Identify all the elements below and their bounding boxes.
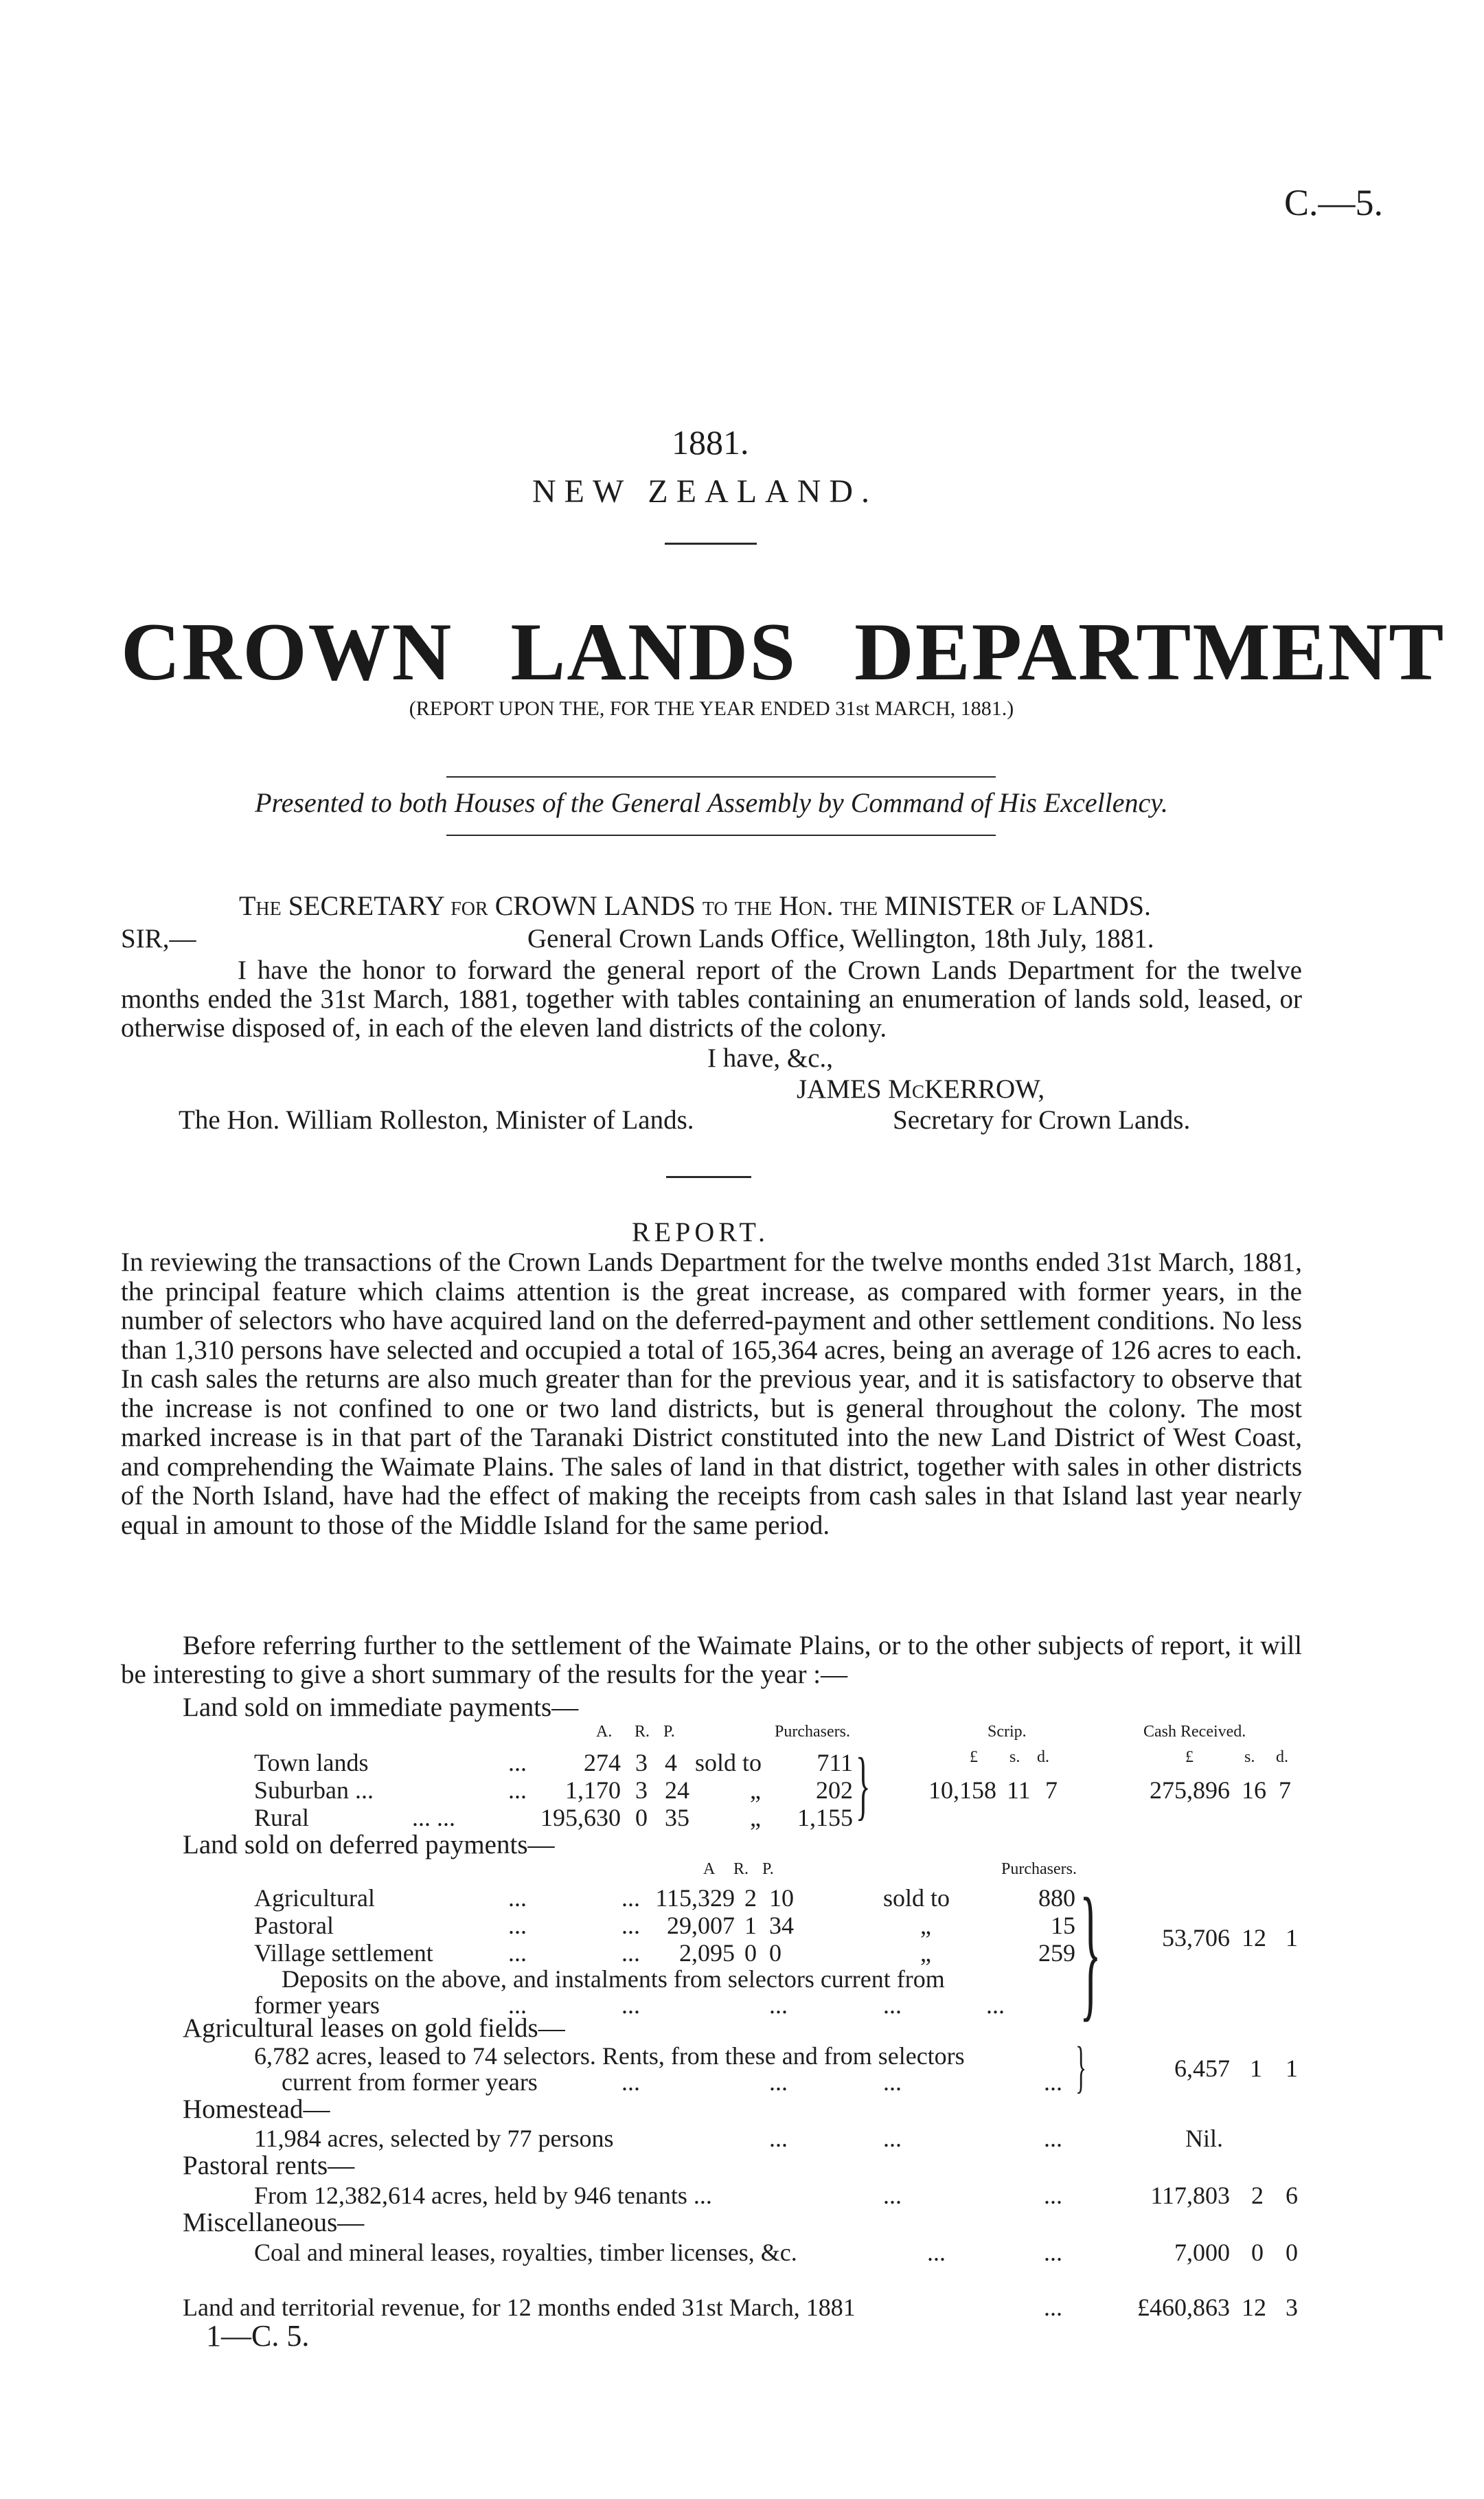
imm-hdr-scrip: Scrip. <box>988 1723 1027 1741</box>
misc-line: Coal and mineral leases, royalties, timber licenses, &c. <box>254 2239 797 2266</box>
leases-line2: current from former years <box>282 2068 538 2096</box>
grand-total-label: Land and territorial revenue, for 12 months ended 31st March, 1881 <box>183 2294 856 2321</box>
imm-scrip-s: 11 <box>1007 1776 1031 1804</box>
imm-scrip-d-hdr: d. <box>1037 1748 1049 1766</box>
imm-scrip-l: 10,158 <box>928 1776 996 1804</box>
imm-scrip-d: 7 <box>1045 1776 1058 1804</box>
year: 1881. <box>672 423 749 462</box>
misc-total-l: 7,000 <box>1174 2239 1230 2266</box>
signature-title: Secretary for Crown Lands. <box>893 1105 1191 1135</box>
imm-hdr-cash: Cash Received. <box>1143 1723 1246 1741</box>
imm-hdr-a: A. <box>596 1723 613 1741</box>
divider-1 <box>665 543 757 545</box>
leases-dots: ... <box>883 2068 902 2096</box>
def-row-a: 115,329 <box>655 1884 735 1912</box>
deferred-heading: Land sold on deferred payments— <box>183 1830 555 1859</box>
leases-heading: Agricultural leases on gold fields— <box>183 2013 565 2043</box>
imm-row-label: Rural <box>254 1804 309 1831</box>
imm-row-label: Town lands <box>254 1749 369 1776</box>
def-total-l: 53,706 <box>1162 1924 1230 1952</box>
misc-dots: ... <box>1044 2239 1062 2266</box>
letter-heading: The SECRETARY for CROWN LANDS to the Hon. the MINISTER of LANDS. <box>239 890 1151 921</box>
imm-cash-l: 275,896 <box>1150 1776 1230 1804</box>
country: NEW ZEALAND. <box>532 473 878 510</box>
report-subtitle: (REPORT UPON THE, FOR THE YEAR ENDED 31st MARCH, 1881.) <box>409 697 1014 720</box>
pastoral-total-d: 6 <box>1286 2182 1298 2209</box>
imm-row-p: 4 <box>665 1749 677 1776</box>
imm-brace: } <box>856 1743 871 1828</box>
misc-dots: ... <box>927 2239 946 2266</box>
misc-total-s: 0 <box>1251 2239 1264 2266</box>
imm-row-dots: ... <box>508 1776 527 1804</box>
imm-row-p: 24 <box>665 1776 689 1804</box>
def-deposits-dots: ... <box>883 1991 902 2019</box>
def-row-label: Agricultural <box>254 1884 375 1912</box>
def-hdr-r: R. <box>733 1860 749 1878</box>
grand-total-s: 12 <box>1242 2294 1266 2321</box>
imm-cash-s-hdr: s. <box>1244 1748 1255 1766</box>
letter-signature: JAMES McKERROW, <box>797 1074 1045 1104</box>
def-deposits-dots: ... <box>769 1991 788 2019</box>
imm-row-p: 35 <box>665 1804 689 1831</box>
report-paragraph-2: Before referring further to the settlement of the Waimate Plains, or to the other subjects of report, it will be interesting to give a short summary of the results for the year :— <box>121 1631 1302 1689</box>
def-row-dots: ... <box>508 1884 527 1912</box>
def-hdr-a: A <box>703 1860 716 1878</box>
leases-dots: ... <box>1044 2068 1062 2096</box>
pastoral-heading: Pastoral rents— <box>183 2151 355 2180</box>
def-deposits-dots: ... <box>621 1991 640 2019</box>
leases-line1: 6,782 acres, leased to 74 selectors. Rents, from these and from selectors <box>254 2042 965 2070</box>
imm-hdr-p: P. <box>663 1723 675 1741</box>
def-row-dots: ... <box>508 1939 527 1967</box>
def-deposits-dots: ... <box>508 1991 527 2019</box>
imm-row-r: 3 <box>635 1776 648 1804</box>
imm-row-label: Suburban ... <box>254 1776 374 1804</box>
salutation: SIR,— <box>121 924 196 953</box>
report-paragraph-1: In reviewing the transactions of the Crown Lands Department for the twelve months ended 31st March, 1881, the principal feature which claims attention is the great increase, as compared with former years, in the number of selectors who have acquired land on the deferred-payment and other settlement conditions. No less than 1,310 persons have selected and occupied a total of 165,364 acres, being an average of 126 acres to each. In cash sales the returns are also much greater than for the previous year, and it is satisfactory to observe that the increase is not confined to one or two land districts, but is general throughout the colony. The most marked increase is in that part of the Taranaki District constituted into the new Land District of West Coast, and comprehending the Waimate Plains. The sales of land in that district, together with sales in other districts of the North Island, have had the effect of making the receipts from cash sales in that Island last year nearly equal in amount to those of the Middle Island for the same period. <box>121 1247 1302 1540</box>
def-row-purchasers: 880 <box>1038 1884 1075 1912</box>
imm-row-a: 274 <box>584 1749 621 1776</box>
report-heading: REPORT. <box>632 1217 769 1247</box>
imm-row-purchasers: 1,155 <box>797 1804 853 1831</box>
pastoral-total-s: 2 <box>1251 2182 1264 2209</box>
imm-hdr-purchasers: Purchasers. <box>775 1723 850 1741</box>
letter-body: I have the honor to forward the general report of the Crown Lands Department for the twelve months ended the 31st March, 1881, together with tables containing an enumeration of lands sold, leased, or otherwise disposed of, in each of the eleven land districts of the colony. <box>121 956 1302 1043</box>
misc-heading: Miscellaneous— <box>183 2208 365 2237</box>
def-hdr-p: P. <box>762 1860 774 1878</box>
signature-mark: 1—C. 5. <box>206 2319 310 2353</box>
def-brace: } <box>1080 1867 1101 2035</box>
def-row-dots: ... <box>621 1939 640 1967</box>
imm-cash-d: 7 <box>1279 1776 1291 1804</box>
leases-total-d: 1 <box>1286 2055 1298 2082</box>
def-row-purchasers: 15 <box>1051 1912 1075 1939</box>
def-row-p: 10 <box>769 1884 794 1912</box>
immediate-heading: Land sold on immediate payments— <box>183 1693 579 1722</box>
def-row-label: Pastoral <box>254 1912 334 1939</box>
imm-cash-d-hdr: d. <box>1276 1748 1288 1766</box>
presented-rule-top <box>446 776 996 778</box>
pastoral-dots: ... <box>883 2182 902 2209</box>
grand-total-dots: ... <box>1044 2294 1062 2321</box>
leases-total-l: 6,457 <box>1174 2055 1230 2082</box>
misc-total-d: 0 <box>1286 2239 1298 2266</box>
def-deposits-line1: Deposits on the above, and instalments from selectors current from <box>282 1965 945 1993</box>
def-sold-to: sold to <box>883 1884 950 1912</box>
imm-hdr-r: R. <box>635 1723 650 1741</box>
def-total-s: 12 <box>1242 1924 1266 1952</box>
presented-line: Presented to both Houses of the General Assembly by Command of His Excellency. <box>255 787 1168 818</box>
letter-address: General Crown Lands Office, Wellington, 18th July, 1881. <box>527 924 1154 953</box>
def-row-p: 34 <box>769 1912 794 1939</box>
imm-row-r: 3 <box>635 1749 648 1776</box>
imm-row-a: 195,630 <box>540 1804 621 1831</box>
imm-row-dots: ... ... <box>412 1804 455 1831</box>
imm-ditto: „ <box>750 1804 761 1831</box>
homestead-dots: ... <box>1044 2125 1062 2152</box>
def-row-dots: ... <box>621 1912 640 1939</box>
leases-total-s: 1 <box>1250 2055 1262 2082</box>
def-hdr-purchasers: Purchasers. <box>1001 1860 1077 1878</box>
imm-scrip-l-hdr: £ <box>970 1748 978 1766</box>
def-row-purchasers: 259 <box>1038 1939 1075 1967</box>
homestead-total: Nil. <box>1185 2125 1224 2152</box>
def-ditto: „ <box>920 1912 931 1939</box>
def-row-r: 0 <box>744 1939 757 1967</box>
homestead-heading: Homestead— <box>183 2094 330 2124</box>
divider-2 <box>666 1176 751 1178</box>
imm-ditto: „ <box>750 1776 761 1804</box>
pastoral-total-l: 117,803 <box>1150 2182 1230 2209</box>
def-deposits-dots: ... <box>986 1991 1005 2019</box>
leases-brace: } <box>1075 2035 1087 2099</box>
report-title: CROWN LANDS DEPARTMENT <box>121 606 1446 697</box>
grand-total-d: 3 <box>1286 2294 1298 2321</box>
def-row-p: 0 <box>769 1939 781 1967</box>
presented-rule-bottom <box>446 835 996 836</box>
homestead-line: 11,984 acres, selected by 77 persons <box>254 2125 614 2152</box>
leases-dots: ... <box>769 2068 788 2096</box>
pastoral-line: From 12,382,614 acres, held by 946 tenants ... <box>254 2182 712 2209</box>
def-row-dots: ... <box>621 1884 640 1912</box>
pastoral-dots: ... <box>1044 2182 1062 2209</box>
imm-cash-l-hdr: £ <box>1185 1748 1194 1766</box>
def-deposits-line2: former years <box>254 1991 380 2019</box>
letter-addressee: The Hon. William Rolleston, Minister of Lands. <box>179 1105 694 1135</box>
imm-row-purchasers: 711 <box>817 1749 853 1776</box>
def-row-r: 1 <box>744 1912 757 1939</box>
imm-row-r: 0 <box>635 1804 648 1831</box>
imm-row-a: 1,170 <box>565 1776 621 1804</box>
imm-sold-to: sold to <box>695 1749 762 1776</box>
def-row-a: 2,095 <box>679 1939 735 1967</box>
grand-total-l: £460,863 <box>1137 2294 1230 2321</box>
homestead-dots: ... <box>883 2125 902 2152</box>
imm-row-purchasers: 202 <box>816 1776 853 1804</box>
def-row-dots: ... <box>508 1912 527 1939</box>
page-id: C.—5. <box>1284 182 1384 223</box>
def-total-d: 1 <box>1286 1924 1298 1952</box>
def-ditto: „ <box>920 1939 931 1967</box>
homestead-dots: ... <box>769 2125 788 2152</box>
leases-dots: ... <box>621 2068 640 2096</box>
imm-cash-s: 16 <box>1242 1776 1266 1804</box>
imm-scrip-s-hdr: s. <box>1009 1748 1020 1766</box>
def-row-r: 2 <box>744 1884 757 1912</box>
letter-closing: I have, &c., <box>707 1043 834 1073</box>
def-row-a: 29,007 <box>667 1912 735 1939</box>
def-row-label: Village settlement <box>254 1939 433 1967</box>
imm-row-dots: ... <box>508 1749 527 1776</box>
